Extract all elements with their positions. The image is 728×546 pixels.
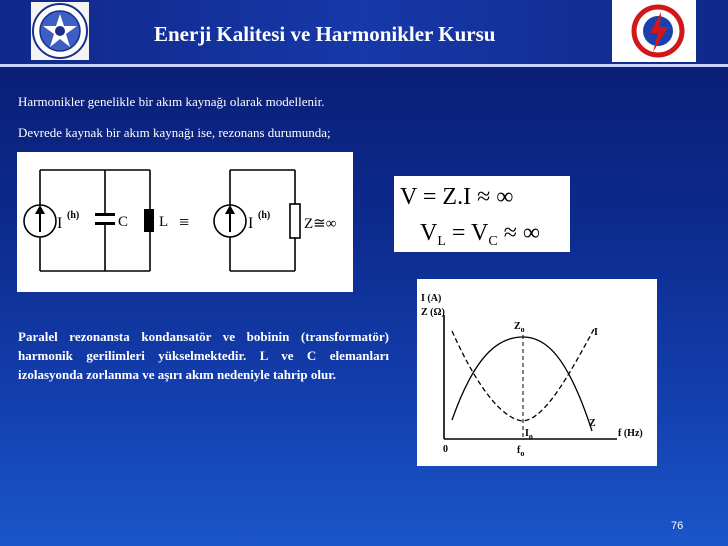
page-title: Enerji Kalitesi ve Harmonikler Kursu xyxy=(154,22,496,46)
formula-line-1: V = Z.I ≈ ∞ xyxy=(400,184,514,210)
formula-svg xyxy=(394,176,570,252)
source-label: I xyxy=(57,215,63,232)
equivalence-symbol: ≡ xyxy=(179,212,190,232)
curve-i-label: I xyxy=(594,327,598,338)
trough-label: $I_o$ xyxy=(525,428,533,441)
explanation-paragraph: Paralel rezonansta kondansatör ve bobinin (transformatör) harmonik gerilimleri yükselmektedir. L ve C elemanları izolasyonda zorlanma ve aşırı akım nedeniyle tahrip olur. xyxy=(18,329,389,382)
y-axis-label-impedance: Z (Ω) xyxy=(421,307,445,318)
capacitor-symbol xyxy=(95,213,115,225)
circuit-svg xyxy=(17,152,353,292)
page-number: 76 xyxy=(671,520,684,532)
resonance-graph xyxy=(417,279,657,466)
header-rule xyxy=(0,64,728,67)
formula-box xyxy=(394,176,570,252)
curve-z-label: Z xyxy=(589,418,596,429)
f0-label: $f_o$ xyxy=(517,445,525,458)
formula-line-2: $V_L = V_C$ ≈ ∞ xyxy=(420,220,540,249)
capacitor-label: C xyxy=(118,214,129,230)
inductor-symbol xyxy=(144,209,154,232)
university-seal-icon xyxy=(31,2,89,60)
inductor-label: L xyxy=(159,214,169,230)
impedance-label: Z≅∞ xyxy=(304,216,337,232)
x-axis-label: f (Hz) xyxy=(618,428,643,439)
circuit-diagram xyxy=(17,152,353,292)
source-sup: (h) xyxy=(67,210,80,221)
source2-sup: (h) xyxy=(258,210,271,221)
graph-svg xyxy=(417,279,657,466)
peak-label: $Z_o$ xyxy=(514,321,525,334)
teias-logo xyxy=(612,0,696,62)
impedance-curve xyxy=(452,337,592,431)
impedance-box xyxy=(290,204,300,238)
intro-line-2: Devrede kaynak bir akım kaynağı ise, rezonans durumunda; xyxy=(18,125,331,140)
teias-logo-icon xyxy=(612,0,696,62)
source2-label: I xyxy=(248,215,254,232)
y-axis-label-current: I (A) xyxy=(421,293,442,304)
university-seal-logo xyxy=(31,2,89,60)
intro-line-1: Harmonikler genelikle bir akım kaynağı olarak modellenir. xyxy=(18,94,325,109)
origin-label: 0 xyxy=(443,444,448,455)
